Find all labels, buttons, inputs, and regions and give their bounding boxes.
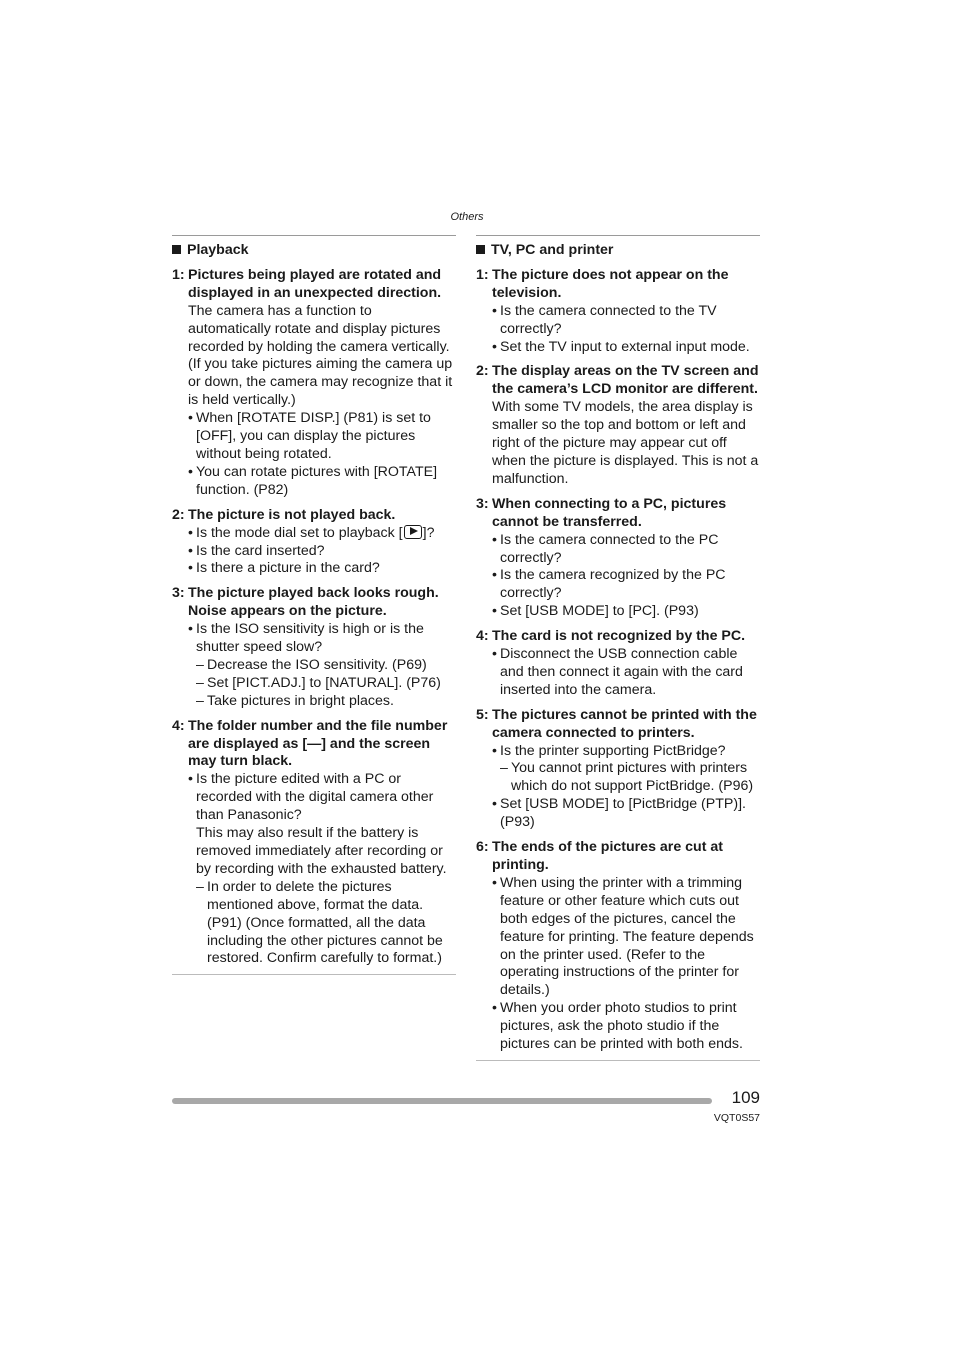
bullet: • Disconnect the USB connection cable and then connect it again with the card inserted into the camera. (492, 646, 743, 698)
bullet: • Is there a picture in the card? (188, 560, 380, 577)
faq-item-1 (476, 267, 760, 357)
dash-item: – In order to delete the pictures mentioned above, format the data. (P91) (Once formatted, all the data including the other pictures cannot be restored. Confirm carefully to format.) (196, 878, 443, 967)
playback-mode-icon (404, 525, 422, 539)
bullet: • When using the printer with a trimming feature or other feature which cuts out both edges of the pictures, cancel the feature for printing. The feature depends on the printer used. (Refer to the operating instructions of the printer for details.) (492, 874, 754, 999)
running-header: Others (450, 211, 484, 223)
question: 1: Pictures being played are rotated and displayed in an unexpected direction. (172, 266, 442, 301)
faq-item-4 (476, 628, 760, 700)
question: 5: The pictures cannot be printed with the camera connected to printers. (476, 706, 757, 741)
section-title-playback: Playback (172, 242, 456, 260)
faq-item-5 (476, 707, 760, 832)
bullet: • Set the TV input to external input mode. (492, 338, 750, 355)
question: 1: The picture does not appear on the television. (476, 266, 729, 301)
bullet: • You can rotate pictures with [ROTATE] function. (P82) (188, 463, 438, 498)
answer-text: (If you take pictures aiming the camera up or down, the camera may recognize that it is held vertically.) (188, 356, 453, 409)
answer-text: The camera has a function to automatically rotate and display pictures recorded by holding the camera vertically. (188, 302, 450, 355)
bullet: • Is the printer supporting PictBridge? (492, 742, 726, 759)
column-bottom-rule (172, 974, 456, 975)
bullet: • Is the camera recognized by the PC correctly? (492, 567, 726, 602)
dash-item: – Set [PICT.ADJ.] to [NATURAL]. (P76) (196, 674, 441, 691)
dash-item: – You cannot print pictures with printers which do not support PictBridge. (P96) (500, 760, 754, 795)
black-square-icon (172, 245, 181, 254)
faq-item-2 (476, 363, 760, 488)
bullet: • Is the card inserted? (188, 542, 325, 559)
bullet: • Is the ISO sensitivity is high or is the shutter speed slow? (188, 621, 424, 656)
left-column (172, 235, 456, 975)
bullet: • Is the camera connected to the PC correctly? (492, 531, 719, 566)
faq-item-2 (172, 507, 456, 579)
faq-item-3 (172, 585, 456, 710)
question: 2: The display areas on the TV screen and the camera’s LCD monitor are different. (476, 363, 759, 398)
column-top-rule (172, 235, 456, 236)
dash-item: – Take pictures in bright places. (196, 692, 394, 709)
dash-item: – Decrease the ISO sensitivity. (P69) (196, 656, 427, 673)
question: 4: The folder number and the file number are displayed as [—] and the screen may turn black. (172, 717, 448, 770)
question: 3: The picture played back looks rough. Noise appears on the picture. (172, 585, 439, 620)
bullet: • Set [USB MODE] to [PictBridge (PTP)]. (P93) (492, 796, 746, 831)
faq-item-1 (172, 267, 456, 500)
right-column (476, 235, 760, 1061)
bullet-continuation: This may also result if the battery is removed immediately after recording or by recording with the exhausted battery. (196, 825, 447, 877)
document-code: VQT0S57 (713, 1112, 760, 1124)
page-number: 109 (731, 1088, 760, 1107)
faq-item-6 (476, 839, 760, 1054)
bullet: • Is the camera connected to the TV correctly? (492, 302, 717, 337)
question: 2: The picture is not played back. (172, 506, 396, 523)
bullet: • When [ROTATE DISP.] (P81) is set to [OFF], you can display the pictures without being rotated. (188, 410, 431, 462)
answer-text: With some TV models, the area display is smaller so the top and bottom or left and right of the picture may appear cut off when the picture is displayed. This is not a malfunction. (492, 399, 759, 487)
bullet: • Is the mode dial set to playback [ ]? (188, 524, 435, 541)
question: 6: The ends of the pictures are cut at printing. (476, 839, 723, 873)
section-title-tv-pc-printer: TV, PC and printer (476, 242, 760, 260)
footer-bar (172, 1098, 712, 1104)
column-top-rule (476, 235, 760, 236)
bullet: • Set [USB MODE] to [PC]. (P93) (492, 603, 699, 620)
bullet: • Is the picture edited with a PC or recorded with the digital camera other than Panasonic? (188, 771, 434, 824)
faq-item-3 (476, 496, 760, 621)
column-bottom-rule (476, 1060, 760, 1061)
faq-item-4 (172, 718, 456, 969)
black-square-icon (476, 245, 485, 254)
question: 4: The card is not recognized by the PC. (476, 628, 746, 645)
question: 3: When connecting to a PC, pictures cannot be transferred. (476, 495, 727, 530)
bullet: • When you order photo studios to print pictures, ask the photo studio if the pictures can be printed with both ends. (492, 1000, 743, 1053)
